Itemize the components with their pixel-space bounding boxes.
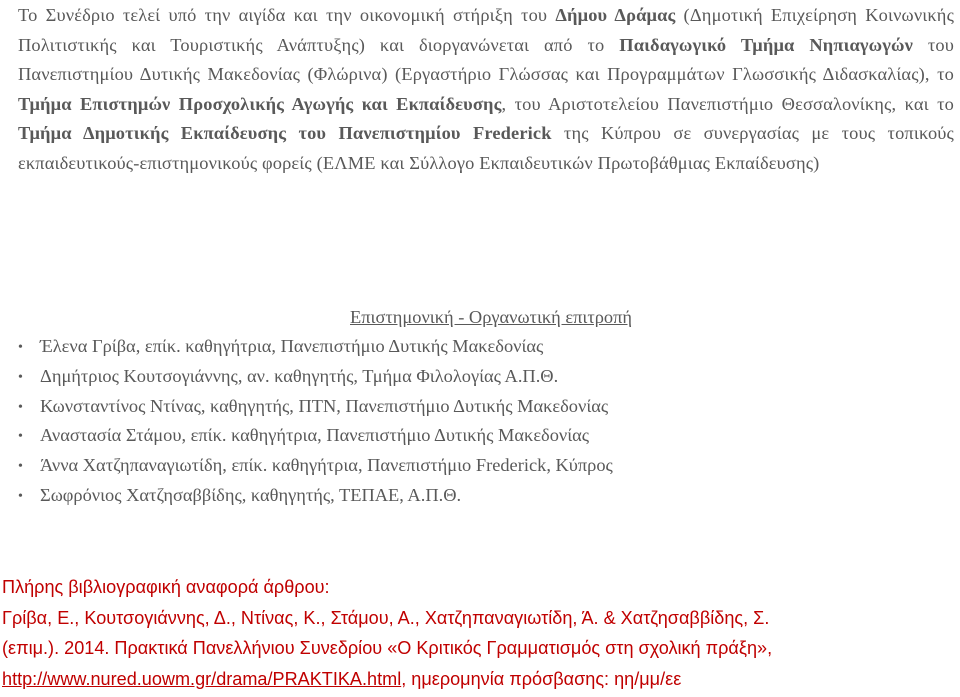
member-text: Αναστασία Στάμου, επίκ. καθηγήτρια, Πανεπιστήμιο Δυτικής Μακεδονίας [40, 425, 590, 446]
member-text: Άννα Χατζηπαναγιωτίδη, επίκ. καθηγήτρια, Πανεπιστήμιο Frederick, Κύπρος [40, 455, 613, 476]
committee-member [18, 362, 613, 392]
member-text: Κωνσταντίνος Ντίνας, καθηγητής, ΠΤΝ, Πανεπιστήμιο Δυτικής Μακεδονίας [40, 395, 609, 416]
bullet-icon: • [18, 429, 23, 445]
organizer-ptn-department: Παιδαγωγικό Τμήμα Νηπιαγωγών [619, 34, 913, 55]
bullet-icon: • [18, 340, 23, 355]
proceedings-link[interactable]: http://www.nured.uowm.gr/drama/PRAKTIKA.html [2, 668, 402, 689]
citation-url-line [2, 664, 958, 695]
access-date-text: , ημερομηνία πρόσβασης: ηη/μμ/εε [401, 668, 682, 689]
bullet-icon: • [18, 459, 23, 475]
bullet-icon: • [18, 488, 23, 504]
committee-member [18, 421, 613, 451]
bullet-icon: • [18, 369, 23, 385]
organizer-frederick-department: Τμήμα Δημοτικής Εκπαίδευσης του Πανεπιστημίου Frederick [18, 123, 552, 143]
committee-title: Επιστημονική - Οργανωτική επιτροπή [350, 307, 632, 327]
committee-member [18, 332, 613, 362]
citation-authors: Γρίβα, Ε., Κουτσογιάννης, Δ., Ντίνας, Κ., Στάμου, Α., Χατζηπαναγιωτίδη, Ά. & Χατζησαββίδης, Σ. [2, 607, 770, 628]
paragraph-text-4: , του Αριστοτελείου Πανεπιστήμιο Θεσσαλονίκης, και το [501, 93, 954, 114]
citation-block [2, 572, 958, 694]
conference-description-paragraph [18, 1, 954, 178]
member-text: Σωφρόνιος Χατζησαββίδης, καθηγητής, ΤΕΠΑΕ, Α.Π.Θ. [40, 484, 462, 505]
bullet-icon: • [18, 399, 23, 415]
committee-member [18, 481, 613, 511]
committee-member [18, 451, 613, 481]
citation-heading: Πλήρης βιβλιογραφική αναφορά άρθρου: [2, 577, 330, 597]
committee-member-list [18, 332, 613, 511]
member-text: Έλενα Γρίβα, επίκ. καθηγήτρια, Πανεπιστήμιο Δυτικής Μακεδονίας [40, 336, 544, 356]
paragraph-text-5: της Κύπρου σε συνεργασίας με τους τοπικούς εκπαιδευτικούς-επιστημονικούς φορείς (ΕΛΜΕ και Σύλλογο Εκπαιδευτικών Πρωτοβάθμιας Εκπαίδευσης) [18, 123, 954, 173]
organizer-dimos-dramas: Δήμου Δράμας [555, 5, 676, 25]
paragraph-text-2: (Δημοτική Επιχείρηση Κοινωνικής Πολιτιστικής και Τουριστικής Ανάπτυξης) και διοργανώνεται από το [18, 5, 954, 55]
organizer-tepae-department: Τμήμα Επιστημών Προσχολικής Αγωγής και Εκπαίδευσης [18, 93, 502, 114]
paragraph-text-1: Το Συνέδριο τελεί υπό την αιγίδα και την οικονομική στήριξη του [18, 5, 556, 25]
committee-member [18, 392, 613, 422]
paragraph-text-3: του Πανεπιστημίου Δυτικής Μακεδονίας (Φλώρινα) (Εργαστήριο Γλώσσας και Προγραμμάτων Γλωσσικής Διδασκαλίας), το [18, 34, 954, 84]
citation-title: (επιμ.). 2014. Πρακτικά Πανελλήνιου Συνεδρίου «Ο Κριτικός Γραμματισμός στη σχολική πράξη», [2, 638, 773, 658]
member-text: Δημήτριος Κουτσογιάννης, αν. καθηγητής, Τμήμα Φιλολογίας Α.Π.Θ. [40, 365, 559, 386]
